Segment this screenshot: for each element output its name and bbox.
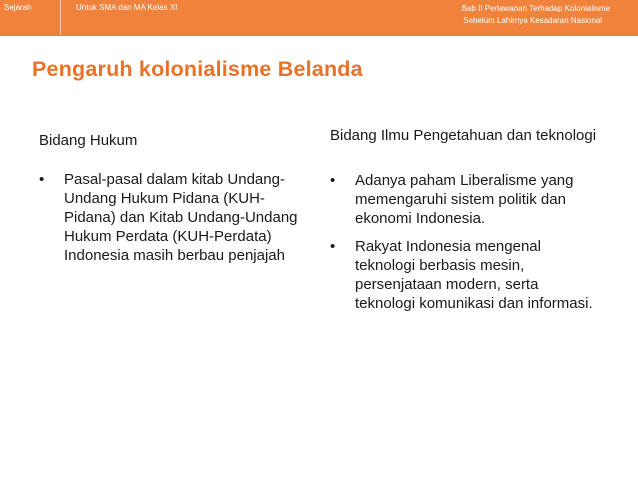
left-column	[39, 131, 299, 265]
header-chapter-line1: Bab II Perlawanan Terhadap Kolonialisme	[461, 4, 610, 13]
bullet-text: Rakyat Indonesia mengenal teknologi berbasis mesin, persenjataan modern, serta teknologi komunikasi dan informasi.	[355, 238, 593, 312]
right-column-heading: Bidang Ilmu Pengetahuan dan teknologi	[330, 127, 597, 144]
bullet-icon: •	[330, 238, 336, 255]
slide-title: Pengaruh kolonialisme Belanda	[32, 57, 363, 81]
left-bullet-list	[39, 170, 299, 265]
bullet-text: Pasal-pasal dalam kitab Undang-Undang Hukum Pidana (KUH-Pidana) dan Kitab Undang-Undang Hukum Perdata (KUH-Perdata) Indonesia masih berbau penjajah	[64, 171, 298, 264]
header-grade: Untuk SMA dan MA Kelas XI	[76, 3, 178, 12]
header-chapter-line2: Sebelum Lahirnya Kesadaran Nasional	[463, 16, 602, 25]
list-item	[330, 237, 600, 313]
left-column-heading: Bidang Hukum	[39, 132, 138, 149]
bullet-icon: •	[39, 171, 45, 188]
header-chapter	[410, 3, 610, 27]
header-subject: Sejarah	[0, 0, 61, 35]
list-item	[39, 170, 299, 265]
bullet-text: Adanya paham Liberalisme yang memengaruhi sistem politik dan ekonomi Indonesia.	[355, 172, 574, 227]
bullet-icon: •	[330, 172, 336, 189]
right-column	[330, 126, 600, 313]
header-bar	[0, 0, 638, 36]
right-bullet-list	[330, 171, 600, 313]
list-item	[330, 171, 600, 228]
